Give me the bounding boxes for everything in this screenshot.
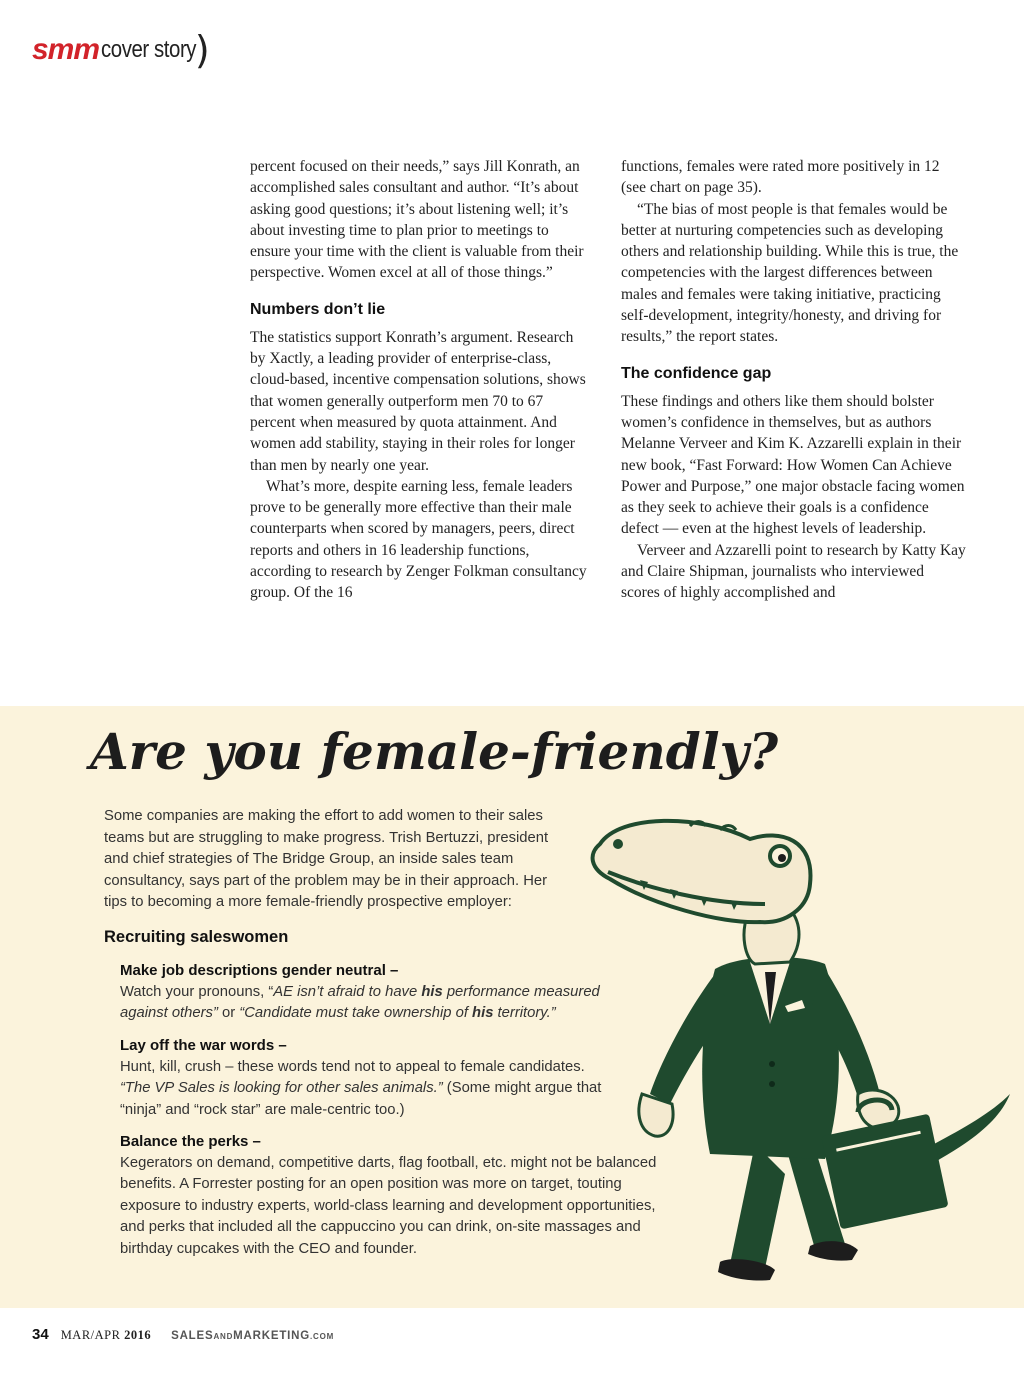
sidebar-heading: Recruiting saleswomen: [104, 928, 289, 946]
tip-emphasis: his: [472, 1005, 494, 1021]
page-footer: [32, 1326, 334, 1343]
tip-text: Hunt, kill, crush – these words tend not to appeal to female candidates.: [120, 1058, 585, 1075]
tip-quote: territory.”: [493, 1005, 556, 1021]
subheading: Numbers don’t lie: [250, 300, 386, 318]
sidebar-title: Are you female-friendly?: [90, 722, 779, 781]
tip-title: Make job descriptions gender neutral –: [120, 962, 399, 979]
section-bracket: ): [194, 28, 210, 72]
tip-quote: performance measured against others”: [120, 983, 600, 1021]
tip-item: [120, 1035, 640, 1121]
article-paragraph: The statistics support Konrath’s argument. Research by Xactly, a leading provider of enterprise-class, cloud-based, incentive compensation solutions, shows that women generally outperform men 70 to 67 percent when measured by quota attainment. And women add stability, staying in their roles for longer than men by nearly one year.: [250, 328, 586, 474]
article-paragraph: Verveer and Azzarelli point to research by Katty Kay and Claire Shipman, journalists who interviewed scores of highly accomplished and: [621, 541, 966, 602]
article-paragraph: percent focused on their needs,” says Jill Konrath, an accomplished sales consultant and author. “It’s about asking good questions; it’s about listening well; it’s about investing time to plan prior to meetings to ensure your time with the client is valuable from their perspective. Women excel at all of those things.”: [250, 158, 584, 282]
article-column-right: [621, 156, 966, 604]
section-header: [32, 30, 210, 70]
article-paragraph: functions, females were rated more positively in 12 (see chart on page 35).: [621, 158, 940, 197]
tip-text: or: [217, 1005, 240, 1021]
tip-title: Lay off the war words –: [120, 1037, 287, 1054]
sidebar-box: [0, 706, 1024, 1308]
issue-year: 2016: [124, 1328, 152, 1342]
tip-body: [120, 982, 640, 1025]
tip-body: Kegerators on demand, competitive darts, flag football, etc. might not be balanced benefits. A Forrester posting for an open position was more on target, touting exposure to industry experts, world-class learning and development opportunities, and perks that included all the cappuccino you can drink, on-site massages and birthday cupcakes with the CEO and founder.: [120, 1154, 657, 1257]
article-paragraph: What’s more, despite earning less, female leaders prove to be generally more effective than their male counterparts when scored by managers, peers, direct reports and others in 16 leadership functions, according to research by Zenger Folkman consultancy group. Of the 16: [250, 477, 587, 602]
site-part: MARKETING: [233, 1330, 311, 1342]
article-column-left: [250, 156, 592, 604]
magazine-logo: smm: [32, 33, 100, 66]
tip-quote: “Candidate must take ownership of: [239, 1005, 473, 1021]
alligator-businessman-illustration: [580, 794, 1020, 1294]
tip-text: Watch your pronouns, “: [120, 983, 274, 1000]
sidebar-intro: Some companies are making the effort to add women to their sales teams but are struggling to make progress. Trish Bertuzzi, president and chief strategies of The Bridge Group, an inside sales team consultancy, says part of the problem may be in their approach. Her tips to becoming a more female-friendly prospective employer:: [104, 808, 549, 910]
tip-text: (Some might argue that “ninja” and “rock star” are male-centric too.): [120, 1080, 602, 1118]
article-paragraph: These findings and others like them should bolster women’s confidence in themselves, but as authors Melanne Verveer and Kim K. Azzarelli explain in their new book, “Fast Forward: How Women Can Achieve Power and Purpose,” one major obstacle facing women as they seek to achieve their goals is a confidence defect — even at the highest levels of leadership.: [621, 392, 965, 538]
page-number: 34: [32, 1326, 49, 1343]
site-part: .COM: [310, 1332, 335, 1341]
tip-title: Balance the perks –: [120, 1133, 261, 1150]
issue-date: [61, 1328, 151, 1343]
section-label: cover story: [101, 36, 197, 63]
issue-month: MAR/APR: [60, 1328, 121, 1342]
website-name: [171, 1330, 334, 1342]
tip-item: [120, 960, 640, 1025]
article-paragraph: “The bias of most people is that females would be better at nurturing competencies such as developing others and relationship building. While this is true, the competencies with the largest differences between males and females were taking initiative, practicing self-development, integrity/honesty, and driving for results,” the report states.: [621, 200, 959, 346]
tip-emphasis: his: [421, 983, 443, 1000]
site-part: AND: [213, 1332, 234, 1341]
site-part: SALES: [171, 1330, 214, 1342]
tip-body: [120, 1057, 640, 1122]
tip-quote: AE isn’t afraid to have: [273, 983, 422, 1000]
tip-quote: “The VP Sales is looking for other sales animals.”: [120, 1080, 443, 1096]
subheading: The confidence gap: [621, 364, 772, 382]
